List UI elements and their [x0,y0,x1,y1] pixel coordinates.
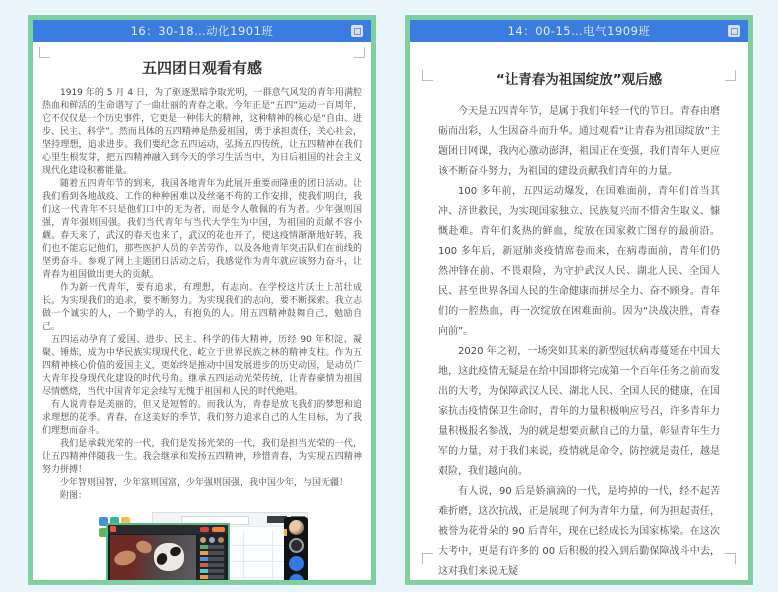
rank-row [200,551,224,555]
camera-button [289,574,304,580]
hand-raise-badge [284,529,287,536]
rank-row [200,545,224,549]
left-window-title: 16：30-18…动化1901班 [130,24,274,38]
rank-row [200,557,224,561]
paragraph: 作为新一代青年，要有追求，有理想，有志向。在学校这片沃土上茁壮成长。为实现我们的追求，要不断努力。为实现我们的志向，要不断探索。我立志做一个诚实的人，一个勤学的人，有抱负的人。用五四精神鼓舞自己，勉励自己。 [42,283,362,332]
paragraph: 今天是五四青年节，是属于我们年轻一代的节日。青春由磨砺而出彩，人生因奋斗而升华。通过观看“让青春为祖国绽放”主题团日网课，我内心激动澎湃，祖国正在变强，我们青年人更应该不断奋斗努力，为祖国的建设贡献我们青年的力量。 [438,106,720,177]
right-document-window [405,15,753,585]
red-badge [200,527,209,532]
margin-mark [354,47,365,58]
app-badge-icon[interactable] [728,25,740,37]
speaker-icon [289,538,304,553]
left-document-page [33,42,371,580]
right-doc-body [410,102,748,580]
left-document-window [28,15,376,585]
left-window-header [33,20,371,42]
right-window-header [410,20,748,42]
participant-avatar [289,520,304,535]
paragraph: 2020 年之初，一场突如其来的新型冠状病毒蔓延在中国大地，这此疫情无疑是在给中国即将完成第一个百年任务之前而发出的大考，为保障武汉人民、湖北人民、全国人民的健康，在国家抗击疫情保卫生命时，青年的力量积极响应号召，许多青年力量积极报名参战，为的就是想要贡献自己的力量，彰显青年生力军的力量，对于我们来说，疫情就是命令，防控就是责任，越是艰险，我们越向前。 [438,346,720,477]
paragraph: 100 多年前，五四运动爆发，在国难面前，青年们首当其冲、济世救民，为实现国家独立、民族复兴而不惜舍生取义、慷慨赴难。青年们炙热的鲜血，绽放在国家救亡图存的最前沿。100 多年后，新冠肺炎疫情席卷而来，在病毒面前，青年们仍然冲锋在前、不畏艰险，为守护武汉人民、湖北人民、全国人民、甚至世界各国人民的生命健康而拼尽全力、奋不顾身。青年们的一腔热血，再一次绽放在困难面前。因为“决战决胜，青春向前”。 [438,186,720,337]
right-document-page [410,42,748,580]
rank-row [200,563,224,567]
mic-button [289,556,304,571]
rank-panel [198,535,226,580]
paragraph: 有人说，90 后是娇滴滴的一代，是垮掉的一代，经不起苦难折磨，这次抗战，正是展现了何为青年力量，何为担起责任，被誉为花骨朵的 90 后青年，现在已经成长为国家栋梁。在这次大考中，更是有许多的 00 后积极的投入到后勤保障战斗中去，这对我们来说无疑 [438,486,720,577]
paragraph: 我们是承载光荣的一代，我们是发扬光荣的一代，我们是担当光荣的一代，让五四精神伴随我一生。我会继承和发扬五四精神，珍惜青春，为实现五四精神努力拼搏！ [42,439,362,475]
paragraph: 五四运动孕育了爱国、进步、民主、科学的伟大精神，历经 90 年积淀、凝聚、锤炼，成为中华民族实现现代化、屹立于世界民族之林的精神支柱。作为五四精神核心价值的爱国主义，更始终是推动中国发展进步的历史动因，是动员广大青年投身现代化建设的时代号角。继承五四运动光荣传统，让青春豪情为祖国尽情燃烧，当代中国青年定会续写无愧于祖国和人民的时代绝唱。 [42,335,362,397]
left-doc-body [33,87,371,503]
orange-button [212,527,225,532]
paragraph: 1919 年的 5 月 4 日，为了驱逐黑暗争取光明，一群意气风发的青年用满腔热血和鲜活的生命谱写了一曲壮丽的青春之歌。今年正是“五四”运动一百周年，它不仅仅是一个历史事件，它更是一种伟大的精神，这种精神的核心是“自由、进步、民主、科学”。然而具体的五四精神是热爱祖国，勇于承担责任，关心社会，坚持理想，追求进步。我们要纪念五四运动，弘扬五四传统，让五四精神在我们心里生根发芽，把五四精神融入到今天的学习生活当中，为日后祖国的社会主义现代化建设积蓄能量。 [42,88,362,176]
avatar [200,537,206,543]
hand-shape [134,539,153,556]
rank-row [200,575,224,579]
panda-plush [154,543,184,571]
margin-mark [725,70,736,81]
left-doc-title: 五四团日观看有感 [141,59,262,77]
right-doc-title: “让青春为祖国绽放”观后感 [495,72,663,88]
margin-mark [422,553,433,564]
hand-shape [113,548,138,567]
paragraph: 有人说青春是美丽的，但又是短暂的。而我认为，青春是放飞我们的梦想和追求理想的花季。青春，在这美好的季节，我们努力追求自己的人生目标，为了我们理想而奋斗。 [42,400,362,436]
margin-mark [725,553,736,564]
rank-row [200,569,224,573]
meeting-sidebar [284,517,308,580]
attachment-label: 附图： [60,491,88,501]
avatar [218,537,224,543]
site-logo-icon [110,526,116,532]
margin-mark [422,70,433,81]
video-player-window [106,523,230,580]
paragraph: 随着五四青年节的到来，我国各地青年为此展开重要而隆重的团日活动。让我们看到各地战疫、工作的种种困难以及丝毫不苟的工作安排，使我们明白，我们这一代青年不只是他们口中的无为者，而是令人敬佩的有为者。少年强则国强，青年强则国强。我们当代青年与当代大学生为中国，为祖国的贡献不容小觑。春天来了，武汉的春天也来了，武汉的花也开了，使这疫情渐渐地好转，我们也不能忘记他们，那些医护人员的辛苦劳作，以及各地青年突击队们在前线的坚勇奋斗。参观了网上主题团日活动之后，我感觉作为青年就应该努力奋斗，让青春为祖国做出更大的贡献。 [42,179,362,280]
player-titlebar [108,525,228,534]
video-frame [110,535,196,580]
avatar [209,537,215,543]
margin-mark [39,47,50,58]
attachment-screenshot [96,512,308,580]
paragraph: 少年智则国智，少年富则国富，少年强则国强，我中国少年，与国无疆！ [60,478,349,488]
app-badge-icon[interactable] [351,25,363,37]
right-window-title: 14：00-15…电气1909班 [507,24,651,38]
